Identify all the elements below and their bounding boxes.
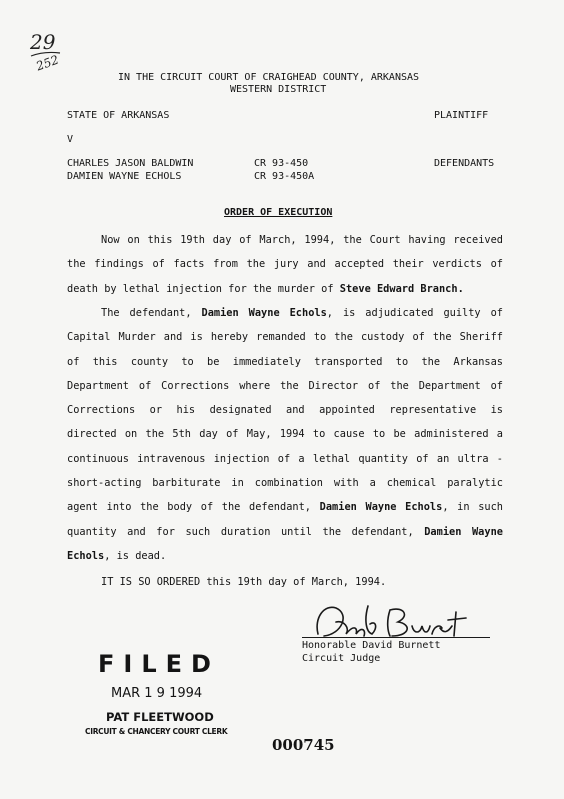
signature-line [302,637,490,638]
text-line: Department of Corrections where the Director of the Department of [67,379,503,392]
handwritten-reference: 252 [34,52,61,74]
paragraph-2 [67,301,503,568]
judge-title: Circuit Judge [302,653,381,664]
defendants-label: DEFENDANTS [434,158,495,169]
defendant-1: CHARLES JASON BALDWIN [67,158,194,169]
filed-stamp-clerk: PAT FLEETWOOD [106,710,214,724]
text-line: continuous intravenous injection of a lethal quantity of an ultra - [67,452,503,465]
text-line: of this county to be immediately transported to the Arkansas [67,355,503,368]
case-number-1: CR 93-450 [254,158,309,169]
text-line: Corrections or his designated and appointed representative is [67,404,503,417]
versus: V [67,134,74,145]
district-name: WESTERN DISTRICT [230,84,327,95]
text-line: Echols, is dead. [67,549,167,562]
plaintiff-label: PLAINTIFF [434,110,489,121]
text-line: Now on this 19th day of March, 1994, the Court having received [101,234,503,246]
text-line: directed on the 5th day of May, 1994 to cause to be administered a [67,428,503,441]
handwritten-underline [30,49,62,59]
case-number-2: CR 93-450A [254,171,315,182]
text-line: death by lethal injection for the murder of Steve Edward Branch. [67,282,464,295]
handwritten-page-number: 29 [30,30,56,54]
plaintiff-name: STATE OF ARKANSAS [67,110,170,121]
text-line: The defendant, Damien Wayne Echols, is adjudicated guilty of [101,307,503,319]
paragraph-1 [67,228,503,301]
text-line: the findings of facts from the jury and accepted their verdicts of [67,258,503,271]
filed-stamp-date: MAR 1 9 1994 [111,686,203,701]
order-title: ORDER OF EXECUTION [224,207,333,218]
defendant-2: DAMIEN WAYNE ECHOLS [67,171,182,182]
so-ordered-line: IT IS SO ORDERED this 19th day of March, 1994. [101,576,387,588]
text-line: Capital Murder and is hereby remanded to the custody of the Sheriff [67,331,503,344]
document-number: 000745 [272,736,335,754]
filed-stamp-office: CIRCUIT & CHANCERY COURT CLERK [85,727,228,736]
text-line: short-acting barbiturate in combination with a chemical paralytic [67,477,503,490]
court-name: IN THE CIRCUIT COURT OF CRAIGHEAD COUNTY, ARKANSAS [118,72,420,83]
text-line: quantity and for such duration until the defendant, Damien Wayne [67,525,503,538]
filed-stamp-title: FILED [98,650,220,678]
text-line: agent into the body of the defendant, Damien Wayne Echols, in such [67,501,503,514]
judge-name: Honorable David Burnett [302,640,441,651]
judge-signature [306,598,476,646]
